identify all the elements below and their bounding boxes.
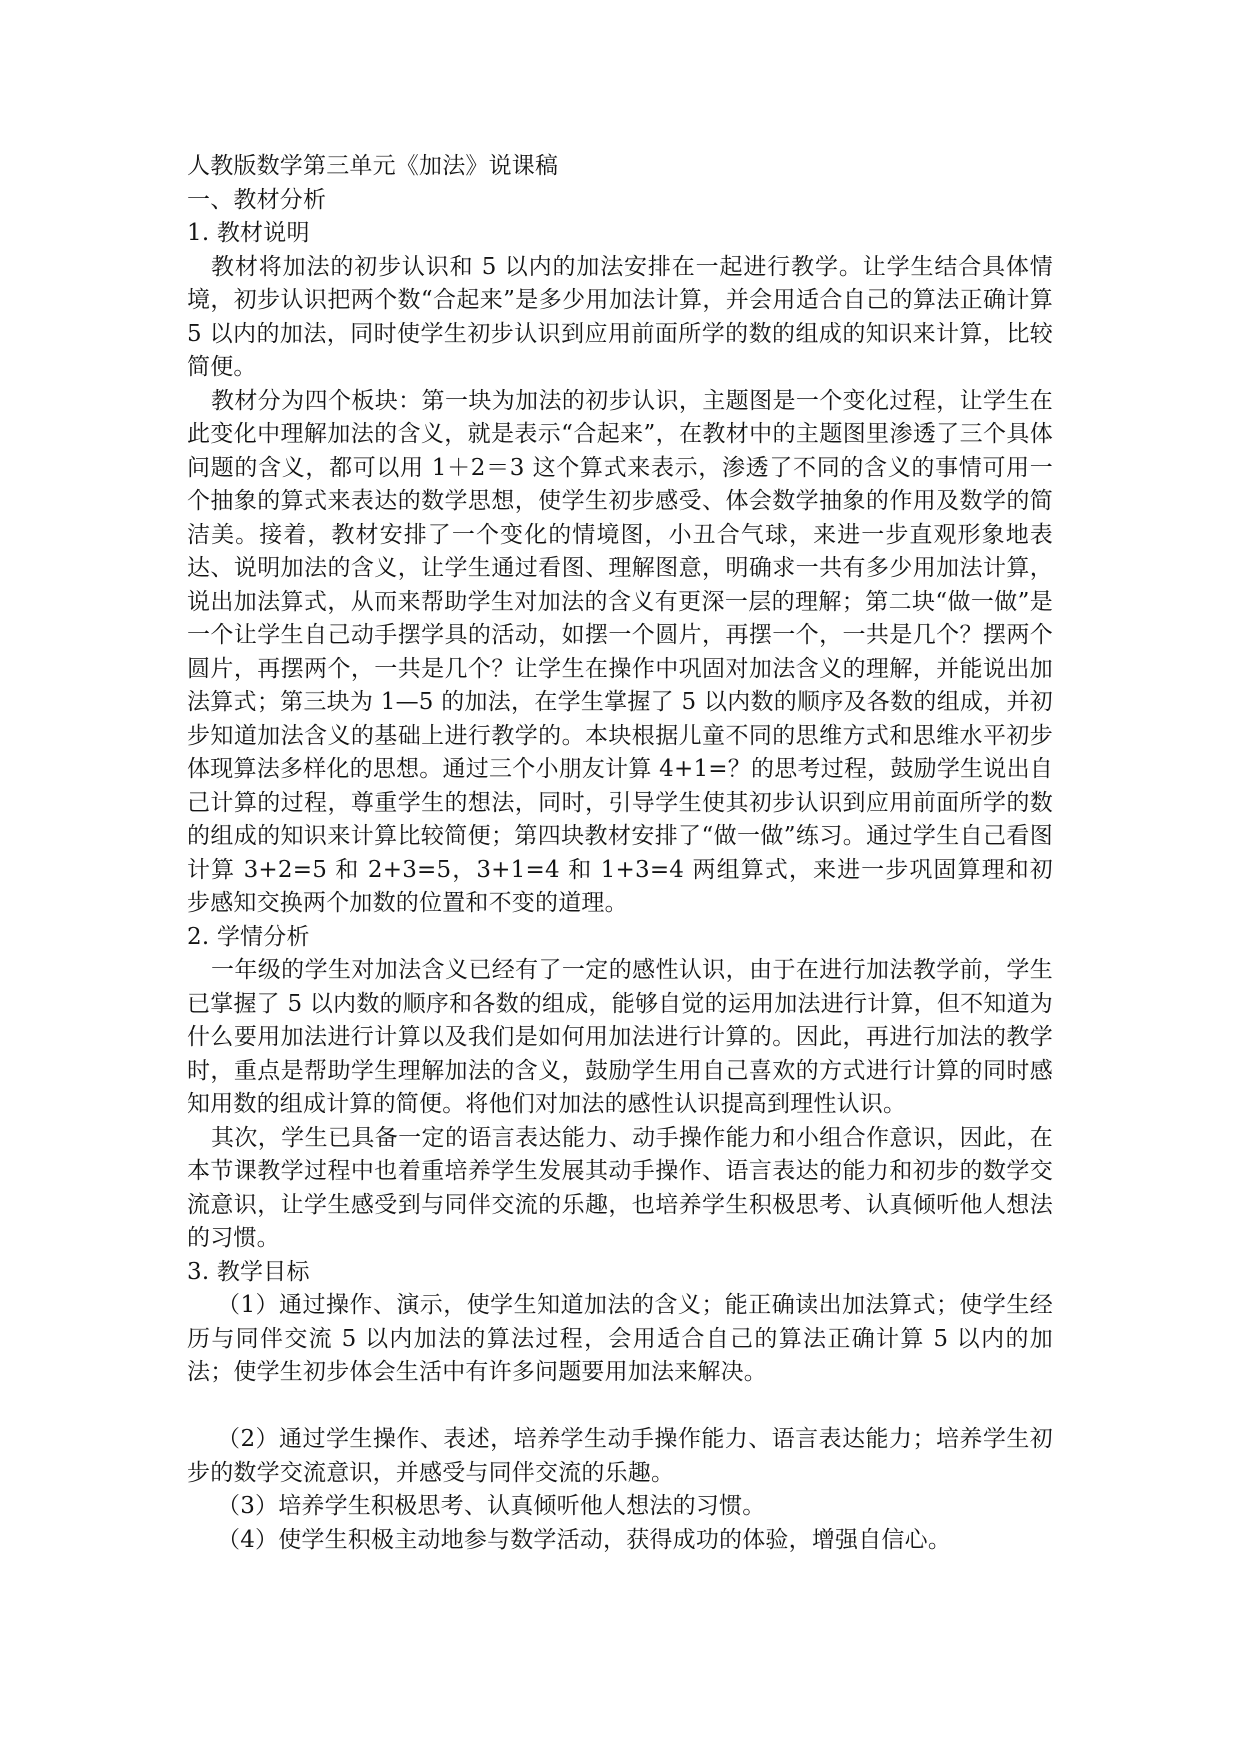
paragraph-student-analysis: 一年级的学生对加法含义已经有了一定的感性认识，由于在进行加法教学前，学生已掌握了 5 以内数的顺序和各数的组成，能够自觉的运用加法进行计算，但不知道为什么要用加法进行计算以及我们是如何用加法进行计算的。因此，再进行加法的教学时，重点是帮助学生理解加法的含义，鼓励学生用自己喜欢的方式进行计算的同时感知用数的组成计算的简便。将他们对加法的感性认识提高到理性认识。 [187, 957, 1053, 1117]
paragraph-student-abilities: 其次，学生已具备一定的语言表达能力、动手操作能力和小组合作意识，因此，在本节课教学过程中也着重培养学生发展其动手操作、语言表达的能力和初步的数学交流意识，让学生感受到与同伴交流的乐趣，也培养学生积极思考、认真倾听他人想法的习惯。 [187, 1124, 1053, 1251]
subheading-student-analysis: 2. 学情分析 [187, 923, 310, 950]
objective-item-1: （1）通过操作、演示，使学生知道加法的含义；能正确读出加法算式；使学生经历与同伴交流 5 以内加法的算法过程，会用适合自己的算法正确计算 5 以内的加法；使学生初步体会生活中有许多问题要用加法来解决。 [187, 1292, 1053, 1385]
objective-item-2: （2）通过学生操作、表述，培养学生动手操作能力、语言表达能力；培养学生初步的数学交流意识，并感受与同伴交流的乐趣。 [187, 1426, 1053, 1486]
subheading-textbook-description: 1. 教材说明 [187, 220, 310, 246]
blank-line [187, 1390, 1053, 1424]
objective-item-4: （4）使学生积极主动地参与数学活动，获得成功的体验，增强自信心。 [217, 1526, 952, 1553]
subheading-teaching-goals: 3. 教学目标 [187, 1258, 310, 1285]
document-title: 人教版数学第三单元《加法》说课稿 [187, 153, 559, 179]
paragraph-textbook-sections: 教材分为四个板块：第一块为加法的初步认识，主题图是一个变化过程，让学生在此变化中理解加法的含义，就是表示“合起来”，在教材中的主题图里渗透了三个具体问题的含义，都可以用 1＋2＝3 这个算式来表示，渗透了不同的含义的事情可用一个抽象的算式来表达的数学思想，使学生初步感受、体会数学抽象的作用及数学的简洁美。接着，教材安排了一个变化的情境图，小丑合气球，来进一步直观形象地表达、说明加法的含义，让学生通过看图、理解图意，明确求一共有多少用加法计算，说出加法算式，从而来帮助学生对加法的含义有更深一层的理解；第二块“做一做”是一个让学生自己动手摆学具的活动，如摆一个圆片，再摆一个，一共是几个？摆两个圆片，再摆两个，一共是几个？让学生在操作中巩固对加法含义的理解，并能说出加法算式；第三块为 1—5 的加法，在学生掌握了 5 以内数的顺序及各数的组成，并初步知道加法含义的基础上进行教学的。本块根据儿童不同的思维方式和思维水平初步体现算法多样化的思想。通过三个小朋友计算 4+1=？的思考过程，鼓励学生说出自己计算的过程，尊重学生的想法，同时，引导学生使其初步认识到应用前面所学的数的组成的知识来计算比较简便；第四块教材安排了“做一做”练习。通过学生自己看图计算 3+2=5 和 2+3=5，3+1=4 和 1+3=4 两组算式，来进一步巩固算理和初步感知交换两个加数的位置和不变的道理。 [187, 387, 1053, 916]
paragraph-textbook-intro: 教材将加法的初步认识和 5 以内的加法安排在一起进行教学。让学生结合具体情境，初步认识把两个数“合起来”是多少用加法计算，并会用适合自己的算法正确计算 5 以内的加法，同时使学生初步认识到应用前面所学的数的组成的知识来计算，比较简便。 [187, 253, 1053, 380]
document-body [187, 150, 1053, 1557]
objective-item-3: （3）培养学生积极思考、认真倾听他人想法的习惯。 [217, 1493, 766, 1519]
section-heading-textbook-analysis: 一、教材分析 [187, 186, 327, 213]
